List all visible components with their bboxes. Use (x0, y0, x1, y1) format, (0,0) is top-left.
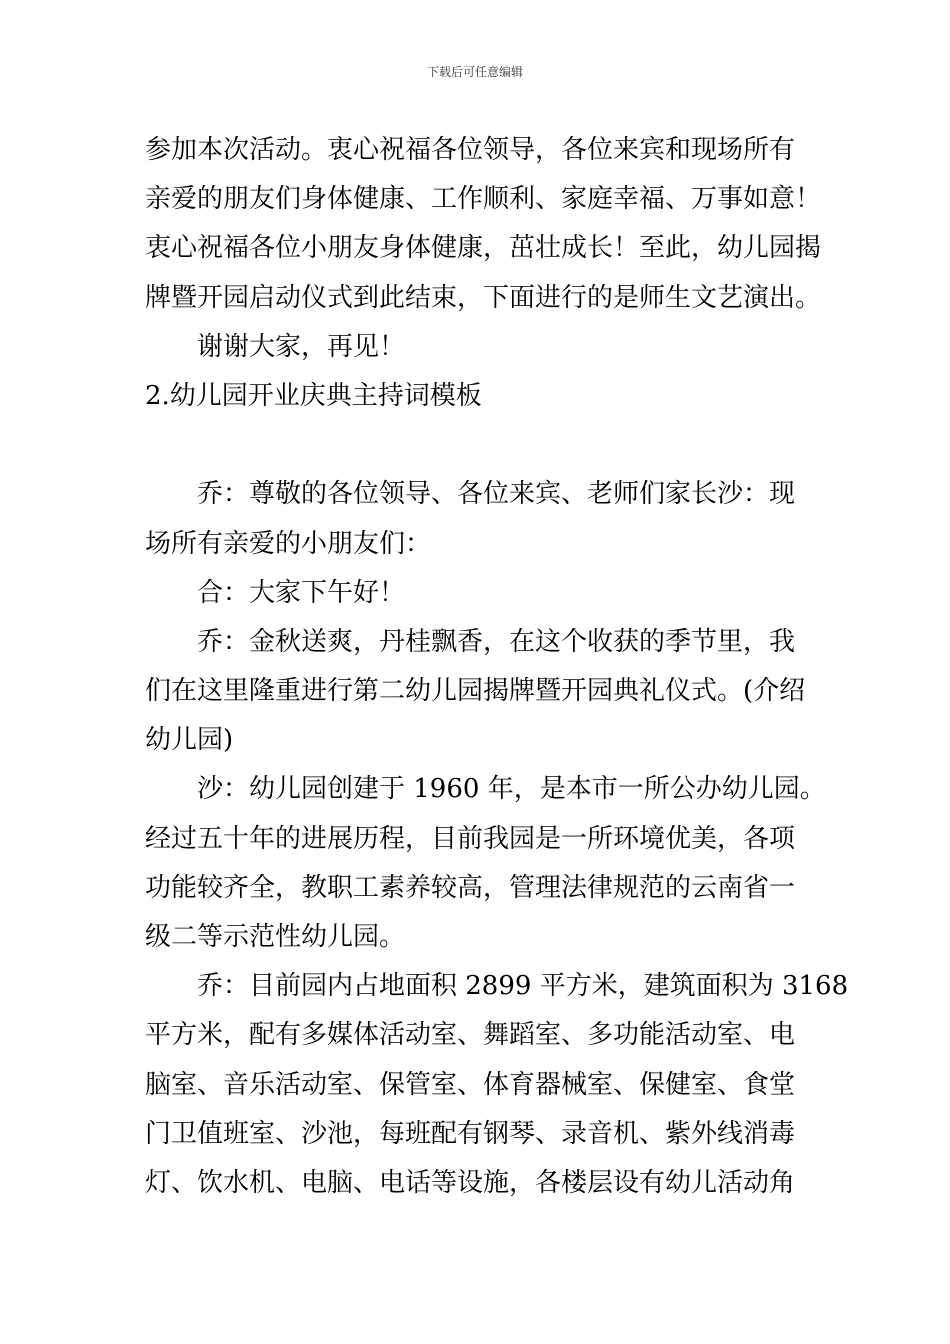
body-line: 平方米，配有多媒体活动室、舞蹈室、多功能活动室、电 (145, 1020, 796, 1051)
body-line: 沙：幼儿园创建于 1960 年，是本市一所公办幼儿园。 (197, 774, 826, 805)
page-header-note: 下载后可任意编辑 (426, 65, 523, 79)
body-line: 乔：尊敬的各位领导、各位来宾、老师们家长沙：现 (197, 479, 796, 510)
document-body (145, 126, 849, 1208)
body-line: 门卫值班室、沙池，每班配有钢琴、录音机、紫外线消毒 (145, 1118, 796, 1149)
section-heading: 2.幼儿园开业庆典主持词模板 (145, 380, 482, 411)
body-line: 合：大家下午好！ (197, 577, 406, 608)
body-line: 乔：金秋送爽，丹桂飘香，在这个收获的季节里，我 (197, 626, 796, 657)
body-line: 参加本次活动。衷心祝福各位领导，各位来宾和现场所有 (145, 135, 796, 165)
body-line: 脑室、音乐活动室、保管室、体育器械室、保健室、食堂 (145, 1069, 796, 1100)
body-line: 经过五十年的进展历程，目前我园是一所环境优美，各项 (145, 823, 796, 854)
body-line: 衷心祝福各位小朋友身体健康，茁壮成长！至此，幼儿园揭 (145, 233, 822, 264)
body-line: 们在这里隆重进行第二幼儿园揭牌暨开园典礼仪式。(介绍 (145, 676, 806, 707)
body-line: 牌暨开园启动仪式到此结束，下面进行的是师生文艺演出。 (145, 282, 822, 313)
body-line: 场所有亲爱的小朋友们： (145, 528, 432, 559)
body-line: 乔：目前园内占地面积 2899 平方米，建筑面积为 3168 (197, 971, 849, 1002)
blank-line (145, 421, 807, 470)
body-line: 功能较齐全，教职工素养较高，管理法律规范的云南省一 (145, 872, 796, 903)
body-line: 灯、饮水机、电脑、电话等设施，各楼层设有幼儿活动角 (145, 1167, 796, 1198)
body-line: 级二等示范性幼儿园。 (145, 922, 406, 952)
body-line: 谢谢大家，再见！ (197, 331, 406, 362)
body-line: 幼儿园) (145, 725, 234, 756)
body-line: 亲爱的朋友们身体健康、工作顺利、家庭幸福、万事如意！ (145, 184, 822, 215)
